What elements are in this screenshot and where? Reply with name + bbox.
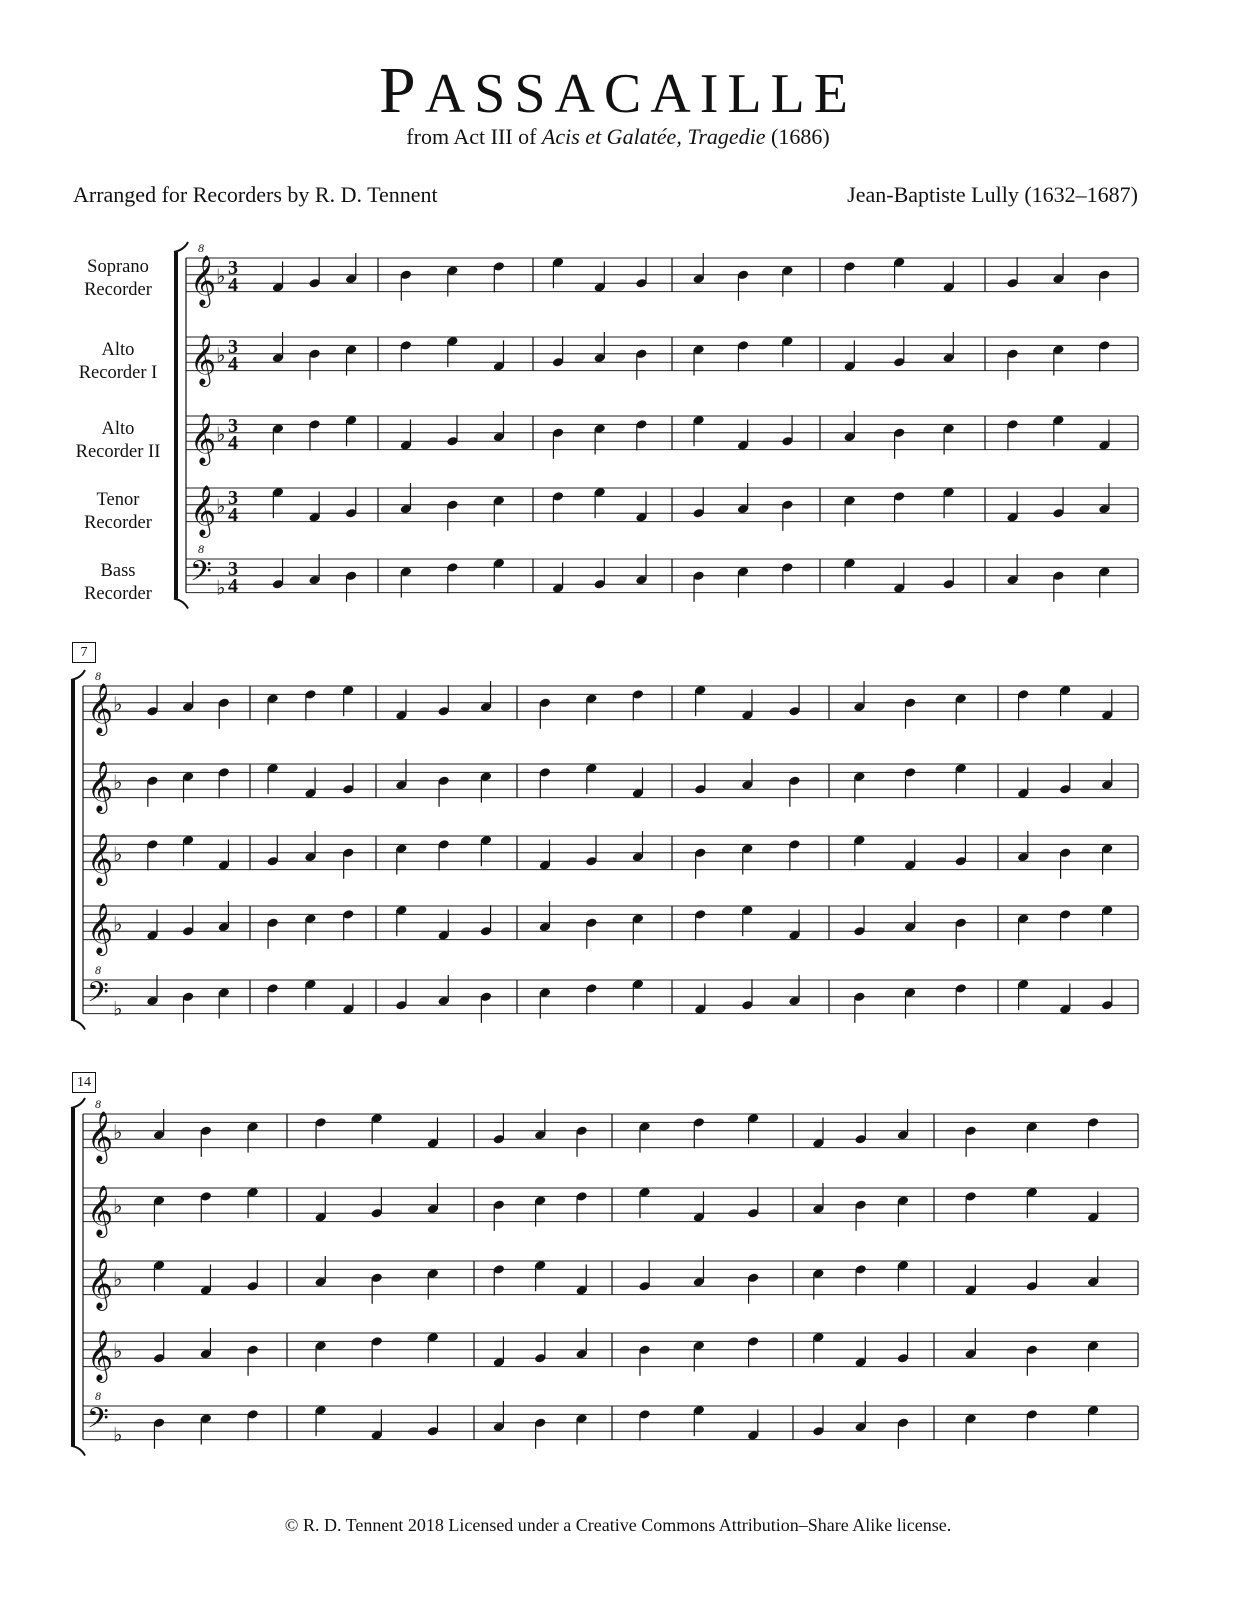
key-signature-flat: ♭ [113,1339,123,1364]
subtitle-year: (1686) [765,124,830,149]
key-signature-flat: ♭ [113,842,123,867]
subtitle-prefix: from Act III of [406,124,542,149]
treble-clef: 𝄞 [87,1329,114,1381]
bracket-hook [71,1098,85,1108]
key-signature-flat: ♭ [113,912,123,937]
time-signature-top: 3 [228,414,238,437]
instrument-name: Tenor [96,490,140,510]
key-signature-flat: ♭ [113,770,123,795]
time-signature-bottom: 4 [228,431,238,454]
bracket-hook [71,1020,85,1030]
measure-number-box: 7 [72,642,96,663]
title-rest: ASSACAILLE [424,63,857,125]
bass-clef: 𝄢 [190,554,212,595]
treble-clef: 𝄞 [87,760,114,812]
bracket-hook [71,670,85,680]
time-signature-bottom: 4 [228,273,238,296]
instrument-name: Soprano [87,257,149,277]
key-signature-flat: ♭ [216,264,226,289]
subtitle-work: Acis et Galatée, Tragedie [541,124,766,149]
instrument-type: Recorder [84,280,152,300]
system-bracket [71,680,75,1020]
treble-clef: 𝄞 [87,1257,114,1309]
treble-clef: 𝄞 [190,484,217,536]
treble-clef: 𝄞 [87,902,114,954]
key-signature-flat: ♭ [113,1422,123,1447]
key-signature-flat: ♭ [113,996,123,1021]
octave-mark: 8 [198,542,204,556]
instrument-name: Alto [101,419,135,439]
instrument-type: Recorder I [78,363,158,383]
time-signature-top: 3 [228,256,238,279]
time-signature-bottom: 4 [228,503,238,526]
key-signature-flat: ♭ [216,575,226,600]
key-signature-flat: ♭ [216,494,226,519]
instrument-type: Recorder II [75,442,161,462]
treble-clef: 𝄞 [87,682,114,734]
system-bracket [174,252,178,599]
octave-mark: 8 [95,669,101,683]
instrument-name: Alto [101,340,135,360]
key-signature-flat: ♭ [216,343,226,368]
treble-clef: 𝄞 [87,1184,114,1236]
instrument-type: Recorder [84,584,152,604]
time-signature-top: 3 [228,335,238,358]
instrument-type: Recorder [84,513,152,533]
composer-credit: Jean-Baptiste Lully (1632–1687) [847,182,1138,207]
key-signature-flat: ♭ [113,1194,123,1219]
time-signature-bottom: 4 [228,574,238,597]
key-signature-flat: ♭ [113,1267,123,1292]
bass-clef: 𝄢 [87,1401,109,1442]
measure-number-box: 14 [72,1072,96,1093]
octave-mark: 8 [95,1097,101,1111]
time-signature-bottom: 4 [228,352,238,375]
bracket-hook [174,242,188,252]
license-footer: © R. D. Tennent 2018 Licensed under a Creative Commons Attribution–Share Alike license. [284,1515,952,1535]
octave-mark: 8 [95,963,101,977]
treble-clef: 𝄞 [190,333,217,385]
octave-mark: 8 [198,241,204,255]
key-signature-flat: ♭ [216,422,226,447]
arranger-credit: Arranged for Recorders by R. D. Tennent [73,182,438,207]
system-bracket [71,1108,75,1446]
key-signature-flat: ♭ [113,1120,123,1145]
time-signature-top: 3 [228,557,238,580]
octave-mark: 8 [95,1389,101,1403]
title-initial: P [379,54,425,127]
time-signature-top: 3 [228,486,238,509]
treble-clef: 𝄞 [190,412,217,464]
treble-clef: 𝄞 [87,1110,114,1162]
bracket-hook [71,1446,85,1456]
bass-clef: 𝄢 [87,975,109,1016]
treble-clef: 𝄞 [87,832,114,884]
bracket-hook [174,599,188,609]
treble-clef: 𝄞 [190,254,217,306]
key-signature-flat: ♭ [113,692,123,717]
instrument-name: Bass [100,561,136,581]
